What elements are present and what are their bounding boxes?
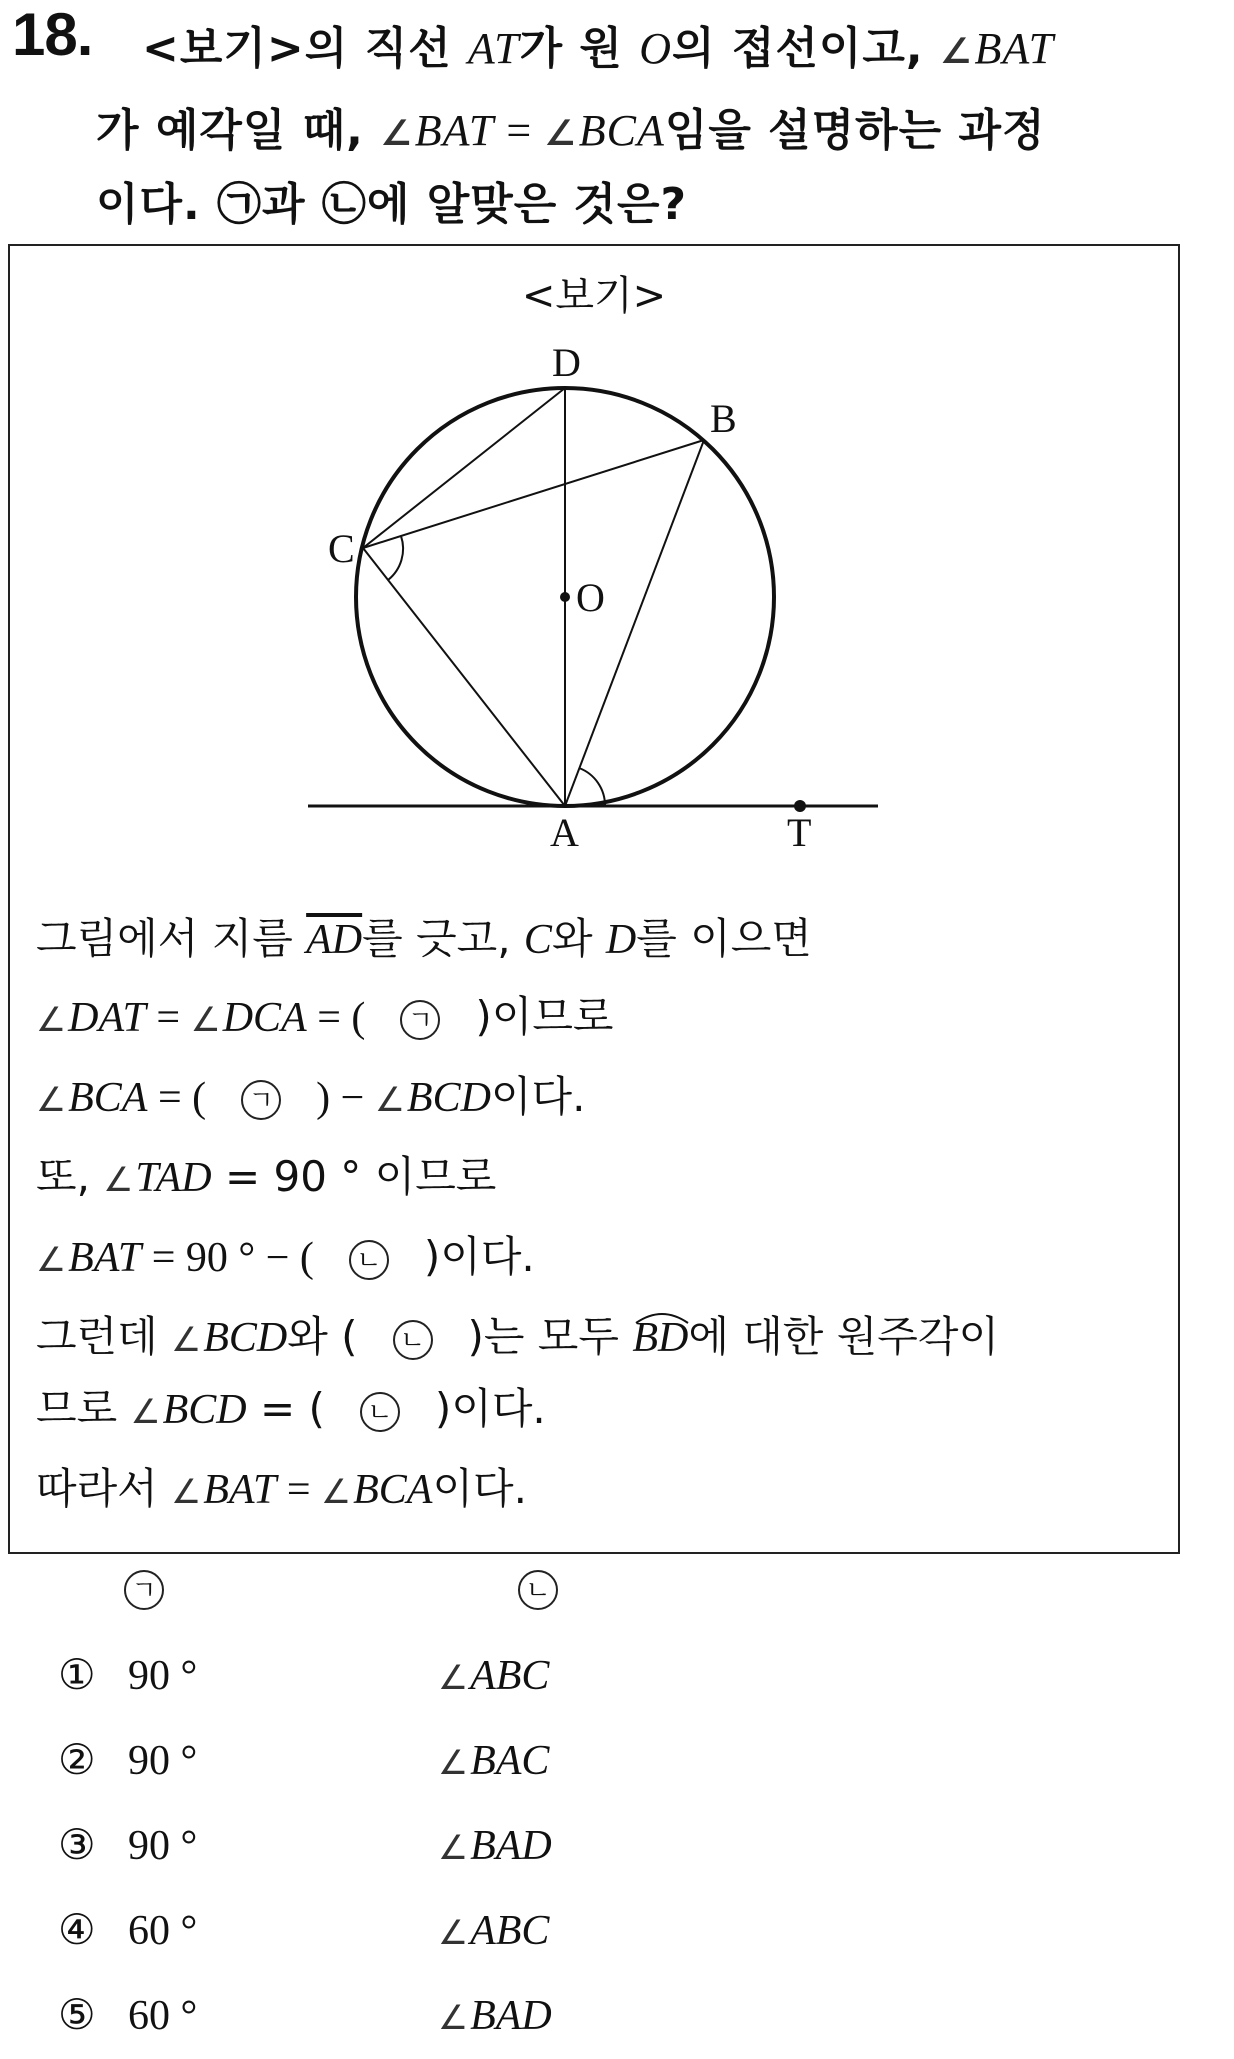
math-segment: BD [632, 1315, 689, 1361]
angle-symbol: ∠ [103, 1160, 134, 1199]
arc-bd [632, 1315, 688, 1361]
box-title: <보기> [521, 273, 667, 319]
question-text: 가 예각일 때, [96, 105, 381, 156]
bogi-box [8, 244, 1180, 1554]
proof-line-5 [36, 1224, 535, 1284]
angle-symbol: ∠ [36, 1000, 67, 1039]
circled-letter: ㄴ [349, 1240, 389, 1280]
angle-symbol: ∠ [321, 1472, 352, 1511]
question-line-1 [142, 12, 1054, 76]
angle-symbol: ∠ [544, 113, 577, 154]
proof-text: 이다. [432, 1464, 527, 1513]
math-segment: BCD [406, 1075, 491, 1121]
proof-text: 그런데 [36, 1312, 172, 1361]
label-c: C [328, 526, 355, 571]
proof-text: 또, [36, 1152, 104, 1201]
math-segment: O [639, 24, 673, 73]
circled-letter: ㄴ [518, 1570, 558, 1610]
angle-arc-a [579, 768, 605, 806]
blank-a [206, 1072, 316, 1121]
question-line-3 [96, 168, 687, 232]
choice-3[interactable] [58, 1820, 552, 1870]
question-text: 이다. [96, 179, 218, 230]
choice-value-a: 60 ° [128, 1993, 198, 2039]
proof-text: 에 대한 원주각이 [688, 1312, 1000, 1361]
angle-symbol: ∠ [380, 113, 413, 154]
math-segment: DAT [68, 995, 146, 1041]
proof-text: )는 모두 [467, 1312, 633, 1361]
angle-symbol: ∠ [374, 1080, 405, 1119]
proof-line-1 [36, 906, 812, 966]
proof-line-4 [36, 1144, 496, 1204]
proof-text: )이다. [434, 1384, 546, 1433]
circled-letter: ㉠ [217, 179, 263, 230]
equals-sign: = [276, 1467, 321, 1513]
math-segment: BCA [353, 1467, 433, 1513]
choice-value-a: 60 ° [128, 1908, 198, 1954]
choice-number: ③ [58, 1820, 96, 1869]
geometry-figure [10, 246, 1182, 846]
angle-symbol: ∠ [190, 1000, 221, 1039]
math-segment: AT [467, 24, 520, 73]
choice-1[interactable] [58, 1650, 549, 1700]
math-segment: BCA [578, 106, 665, 155]
blank-b [314, 1232, 424, 1281]
choice-value-b: BAD [470, 1993, 552, 2039]
proof-text: = ( [246, 1384, 325, 1433]
question-text: 에 알맞은 것은? [366, 179, 688, 230]
proof-text: 를 이으면 [636, 914, 812, 963]
proof-text: 이다. [490, 1072, 586, 1121]
proof-line-6 [36, 1304, 999, 1364]
proof-text: 그림에서 지름 [36, 914, 307, 963]
circled-letter: ㉡ [321, 179, 367, 230]
math-segment: BCD [162, 1387, 247, 1433]
proof-text: = 90 ° 이므로 [211, 1152, 497, 1201]
bracket-open: = ( [147, 1075, 207, 1121]
question-text: 가 원 [519, 23, 640, 74]
arc-mark-icon [632, 1309, 692, 1325]
angle-symbol: ∠ [438, 1828, 469, 1867]
proof-line-3 [36, 1064, 585, 1124]
segment-ba [565, 440, 704, 806]
angle-symbol: ∠ [438, 1743, 469, 1782]
blank-b [325, 1384, 435, 1433]
blank-b [358, 1312, 468, 1361]
label-o: O [576, 575, 605, 620]
question-text: <보기>의 직선 [142, 23, 468, 74]
proof-line-2 [36, 984, 614, 1044]
choice-number: ④ [58, 1905, 96, 1954]
circled-letter: ㄴ [360, 1392, 400, 1432]
math-segment: C [523, 917, 552, 963]
label-t: T [787, 810, 812, 846]
choice-number: ⑤ [58, 1990, 96, 2039]
math-segment: BCA [68, 1075, 148, 1121]
choice-value-a: 90 ° [128, 1823, 198, 1869]
angle-arc-c [388, 536, 403, 580]
math-segment: BAT [974, 24, 1055, 73]
proof-text: 를 긋고, [362, 914, 524, 963]
minus-term: ) − [316, 1075, 375, 1121]
question-text: 의 접선이고, [672, 23, 940, 74]
math-segment: BAT [68, 1235, 142, 1281]
math-segment: TAD [135, 1155, 212, 1201]
choice-4[interactable] [58, 1905, 549, 1955]
circled-letter: ㄴ [393, 1320, 433, 1360]
math-segment: DCA [222, 995, 307, 1041]
blank-a [365, 992, 475, 1041]
angle-symbol: ∠ [36, 1240, 67, 1279]
equals-sign: = [145, 995, 191, 1041]
angle-symbol: ∠ [438, 1998, 469, 2037]
question-text: 임을 설명하는 과정 [664, 105, 1046, 156]
label-a: A [550, 810, 579, 846]
math-segment: BAT [414, 106, 495, 155]
angle-symbol: ∠ [171, 1472, 202, 1511]
proof-line-7 [36, 1376, 546, 1436]
circled-letter: ㄱ [400, 1000, 440, 1040]
question-text: 과 [262, 179, 322, 230]
choice-value-b: ABC [470, 1653, 550, 1699]
circled-letter: ㄱ [241, 1080, 281, 1120]
choice-header-b [518, 1565, 558, 1611]
angle-symbol: ∠ [438, 1658, 469, 1697]
choice-header-a [124, 1565, 164, 1611]
choice-value-b: BAD [470, 1823, 552, 1869]
question-line-2 [96, 94, 1046, 158]
choice-value-a: 90 ° [128, 1738, 198, 1784]
choice-value-b: BAC [470, 1738, 550, 1784]
proof-line-8 [36, 1456, 527, 1516]
segment-ad: $\overline{AD}$ [306, 917, 363, 963]
angle-symbol: ∠ [939, 31, 973, 72]
bracket-open: = ( [306, 995, 366, 1041]
equals-sign: = [494, 106, 545, 155]
angle-symbol: ∠ [171, 1320, 202, 1359]
proof-text: 와 ( [287, 1312, 358, 1361]
math-segment: BAT [203, 1467, 277, 1513]
angle-symbol: ∠ [36, 1080, 67, 1119]
choice-2[interactable] [58, 1735, 549, 1785]
proof-text: 와 [551, 914, 606, 963]
math-segment: D [605, 917, 637, 963]
angle-symbol: ∠ [130, 1392, 161, 1431]
label-b: B [710, 396, 737, 441]
proof-text: 따라서 [36, 1464, 172, 1513]
choice-5[interactable] [58, 1990, 552, 2040]
proof-text: = 90 ° − ( [141, 1235, 314, 1281]
proof-text: )이다. [423, 1232, 535, 1281]
point-o [560, 592, 570, 602]
proof-text: )이므로 [475, 992, 614, 1041]
choice-number: ② [58, 1735, 96, 1784]
segment-cb [363, 440, 704, 548]
segment-ca [363, 548, 565, 806]
math-segment: BCD [203, 1315, 288, 1361]
choice-value-b: ABC [470, 1908, 550, 1954]
choice-number: ① [58, 1650, 96, 1699]
label-d: D [552, 340, 581, 385]
question-number: 18. [12, 1, 93, 68]
choice-value-a: 90 ° [128, 1653, 198, 1699]
proof-text: 므로 [36, 1384, 131, 1433]
angle-symbol: ∠ [438, 1913, 469, 1952]
circled-letter: ㄱ [124, 1570, 164, 1610]
